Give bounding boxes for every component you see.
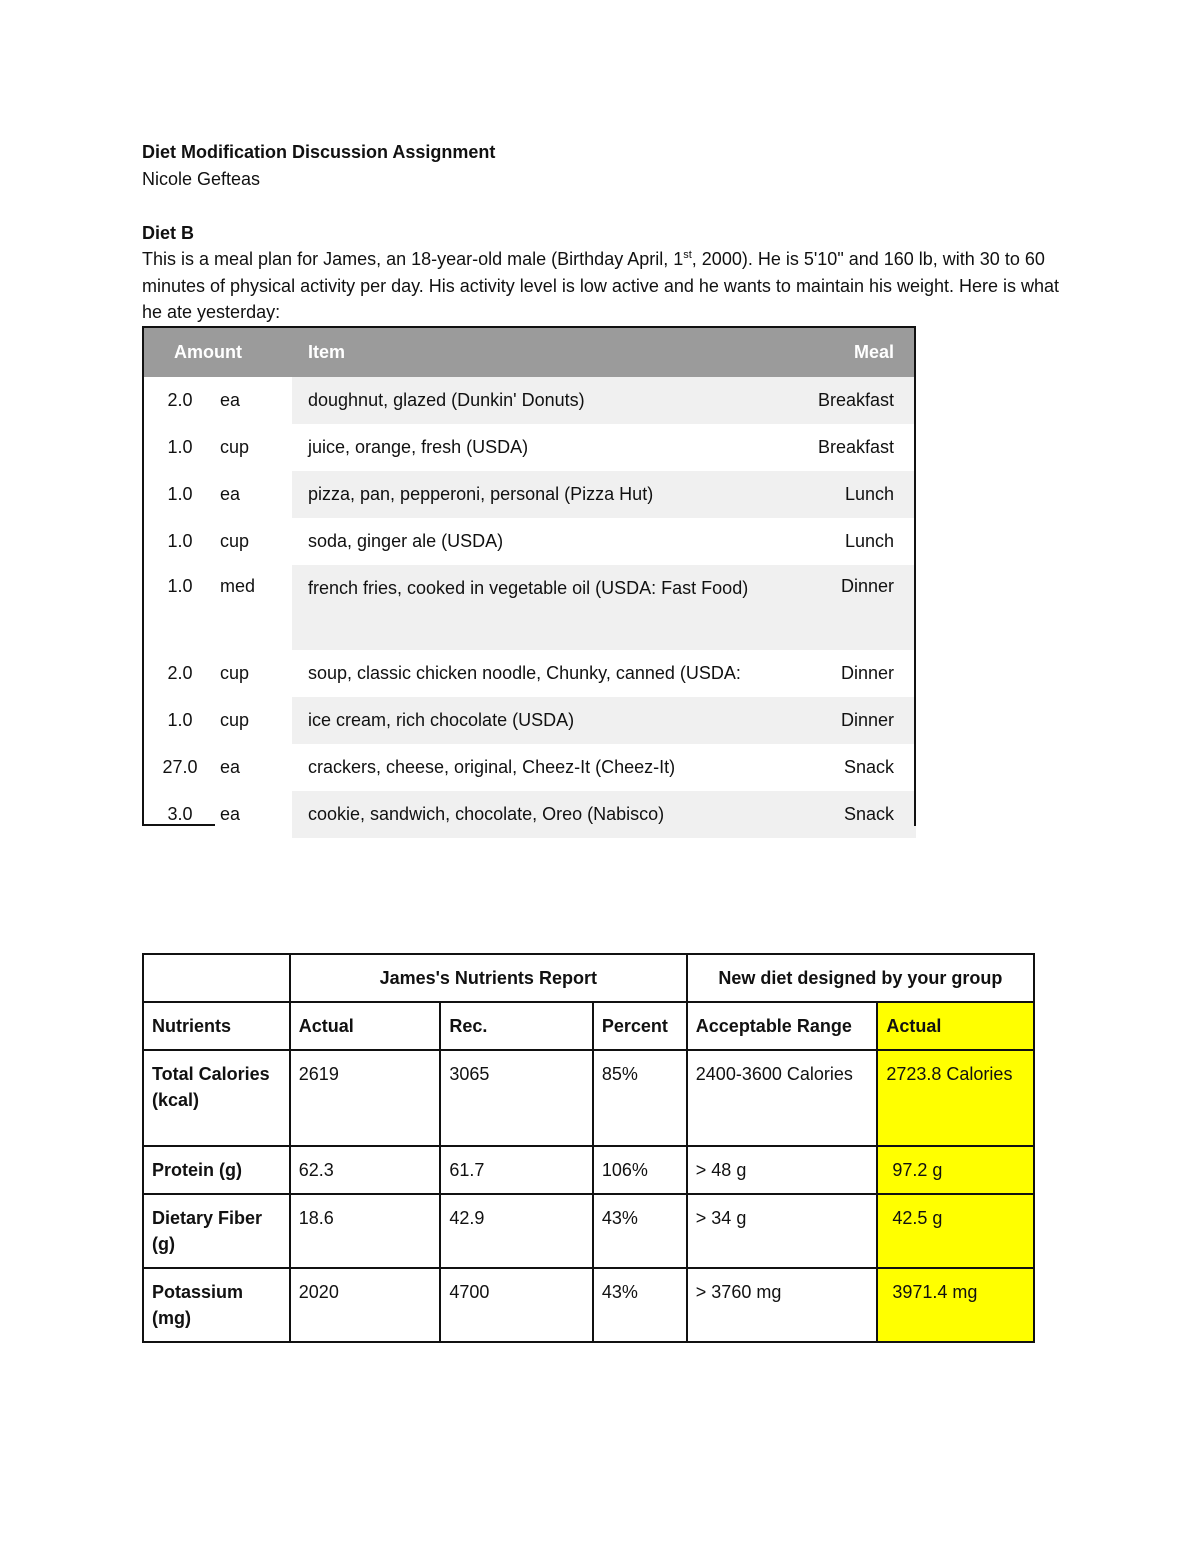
unit-cell: ea	[210, 377, 292, 424]
range-value: 2400-3600 Calories	[687, 1050, 878, 1146]
range-value: > 3760 mg	[687, 1268, 878, 1342]
meal-table	[142, 326, 916, 838]
table-row	[142, 518, 916, 565]
qty-cell: 27.0	[162, 757, 198, 777]
nutrient-name: Total Calories (kcal)	[143, 1050, 290, 1146]
rec-value: 61.7	[440, 1146, 592, 1194]
percent-value: 85%	[593, 1050, 687, 1146]
range-value: > 34 g	[687, 1194, 878, 1268]
table-row	[142, 471, 916, 518]
table-row	[142, 424, 916, 471]
table-row	[142, 744, 916, 791]
intro-text-1: This is a meal plan for James, an 18-year-old male (Birthday April, 1	[142, 249, 684, 269]
rec-value: 3065	[440, 1050, 592, 1146]
unit-cell: med	[210, 565, 292, 650]
section-heading: Diet B	[142, 223, 195, 243]
new-actual-value: 2723.8 Calories	[877, 1050, 1034, 1146]
meal-table-header	[142, 327, 916, 377]
item-cell: ice cream, rich chocolate (USDA)	[292, 697, 778, 744]
item-cell: crackers, cheese, original, Cheez-It (Cheez-It)	[308, 757, 676, 777]
unit-cell: cup	[220, 663, 250, 683]
meal-header: Meal	[778, 327, 916, 377]
meal-cell: Breakfast	[778, 377, 916, 424]
table-row	[143, 1146, 1034, 1194]
meal-cell: Dinner	[778, 565, 916, 650]
unit-cell: cup	[220, 437, 250, 457]
meal-cell: Snack	[778, 791, 916, 838]
table-row	[143, 1268, 1034, 1342]
unit-cell: ea	[220, 757, 241, 777]
meal-cell: Dinner	[840, 663, 894, 683]
item-header: Item	[292, 327, 778, 377]
item-cell: doughnut, glazed (Dunkin' Donuts)	[292, 377, 778, 424]
new-diet-group-header: New diet designed by your group	[687, 954, 1034, 1002]
meal-cell: Dinner	[778, 697, 916, 744]
meal-cell: Lunch	[778, 471, 916, 518]
meal-cell: Lunch	[844, 531, 894, 551]
qty-cell: 2.0	[142, 377, 210, 424]
table-row	[142, 377, 916, 424]
table-row	[142, 791, 916, 838]
rec-header: Rec.	[440, 1002, 592, 1050]
amount-header: Amount	[142, 327, 292, 377]
qty-cell: 1.0	[142, 565, 210, 650]
table-row	[143, 1194, 1034, 1268]
document-title: Diet Modification Discussion Assignment	[142, 142, 496, 162]
table-row	[142, 650, 916, 697]
rec-value: 42.9	[440, 1194, 592, 1268]
item-cell: soup, classic chicken noodle, Chunky, canned (USDA:	[308, 663, 741, 683]
item-cell: soda, ginger ale (USDA)	[308, 531, 504, 551]
qty-cell: 1.0	[167, 531, 193, 551]
nutrient-name: Protein (g)	[143, 1146, 290, 1194]
percent-value: 106%	[593, 1146, 687, 1194]
intro-superscript: st	[683, 249, 692, 261]
qty-cell: 3.0	[142, 791, 210, 838]
column-header-row	[143, 1002, 1034, 1050]
meal-table-bottom-border	[142, 824, 215, 826]
new-actual-value: 3971.4 mg	[877, 1268, 1034, 1342]
new-actual-value: 42.5 g	[877, 1194, 1034, 1268]
table-row	[142, 697, 916, 744]
nutrient-name: Dietary Fiber (g)	[143, 1194, 290, 1268]
meal-table-right-border	[914, 326, 916, 826]
item-cell: french fries, cooked in vegetable oil (USDA: Fast Food)	[292, 565, 778, 650]
nutrient-name: Potassium (mg)	[143, 1268, 290, 1342]
unit-cell: ea	[210, 791, 292, 838]
table-row	[142, 565, 916, 650]
percent-value: 43%	[593, 1268, 687, 1342]
table-row	[143, 1050, 1034, 1146]
item-cell: juice, orange, fresh (USDA)	[308, 437, 529, 457]
percent-header: Percent	[593, 1002, 687, 1050]
qty-cell: 2.0	[167, 663, 193, 683]
item-cell: cookie, sandwich, chocolate, Oreo (Nabisco)	[292, 791, 778, 838]
nutrients-header: Nutrients	[143, 1002, 290, 1050]
percent-value: 43%	[593, 1194, 687, 1268]
intro-text-2: , 2000). He is 5'10" and 160 lb, with 30 to 60 minutes of physical activity per day. His activity level is low active and he wants to maintain his weight. Here is what he ate yesterday:	[142, 249, 1060, 322]
range-value: > 48 g	[687, 1146, 878, 1194]
meal-table-left-border	[142, 326, 144, 826]
meal-cell: Snack	[843, 757, 894, 777]
empty-header-cell	[143, 954, 290, 1002]
actual-value: 18.6	[290, 1194, 441, 1268]
qty-cell: 1.0	[142, 471, 210, 518]
unit-cell: ea	[210, 471, 292, 518]
meal-cell: Breakfast	[817, 437, 894, 457]
actual-header: Actual	[290, 1002, 441, 1050]
unit-cell: cup	[210, 697, 292, 744]
document-author: Nicole Gefteas	[142, 169, 261, 189]
unit-cell: cup	[220, 531, 250, 551]
item-cell: pizza, pan, pepperoni, personal (Pizza Hut)	[292, 471, 778, 518]
rec-value: 4700	[440, 1268, 592, 1342]
new-actual-header: Actual	[877, 1002, 1034, 1050]
range-header: Acceptable Range	[687, 1002, 878, 1050]
new-actual-value: 97.2 g	[877, 1146, 1034, 1194]
report-group-header: James's Nutrients Report	[290, 954, 687, 1002]
actual-value: 2020	[290, 1268, 441, 1342]
group-header-row	[143, 954, 1034, 1002]
qty-cell: 1.0	[142, 697, 210, 744]
actual-value: 2619	[290, 1050, 441, 1146]
qty-cell: 1.0	[167, 437, 193, 457]
nutrients-table	[142, 953, 1035, 1343]
actual-value: 62.3	[290, 1146, 441, 1194]
intro-paragraph	[142, 246, 1062, 326]
